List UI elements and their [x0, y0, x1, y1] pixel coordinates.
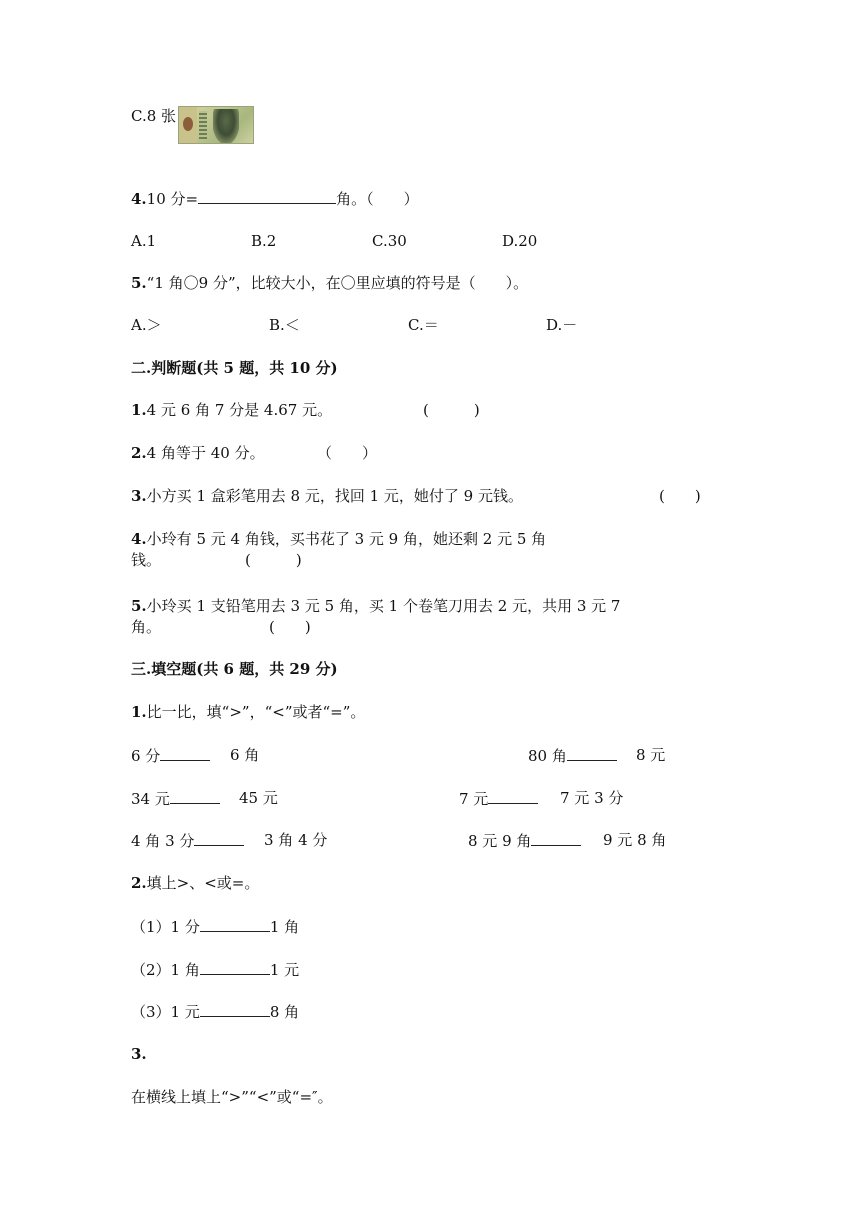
compare-right: 8 元 [636, 746, 666, 764]
judge-item-4: 4.小玲有 5 元 4 角钱，买书花了 3 元 9 角，她还剩 2 元 5 角 [131, 530, 547, 548]
blank-line [198, 189, 336, 204]
answer-paren: ( ) [423, 401, 480, 419]
compare-right: 6 角 [230, 746, 260, 764]
judge-item-3: 3.小方买 1 盒彩笔用去 8 元，找回 1 元，她付了 9 元钱。 [131, 487, 523, 505]
rmb-1-yuan-banknote-icon [178, 106, 254, 144]
section-title-judge: 二.判断题(共 5 题，共 10 分) [131, 359, 338, 377]
judge-item-1: 1.4 元 6 角 7 分是 4.67 元。 [131, 401, 333, 419]
judge-item-5-line2: 角。 [131, 618, 162, 636]
compare-left: 4 角 3 分 [131, 831, 244, 850]
compare-right: 9 元 8 角 [603, 831, 667, 849]
question-number: 4. [131, 190, 147, 208]
fill-q2-item-2: （2）1 角 1 元 [131, 961, 300, 979]
compare-left: 80 角 [528, 746, 617, 765]
fill-q2-item-3: （3）1 元 8 角 [131, 1003, 300, 1021]
answer-paren: ( ) [245, 551, 302, 569]
fill-q3-number: 3. [131, 1045, 147, 1063]
q5-option-c: C.＝ [408, 316, 439, 334]
judge-item-4-line2: 钱。 [131, 551, 162, 569]
answer-paren: ( ) [269, 618, 311, 636]
fill-q1: 1.比一比，填“>”，“<”或者“=”。 [131, 703, 366, 721]
question-4: 4.10 分= 角。（ ） [131, 190, 419, 208]
section-title-fill: 三.填空题(共 6 题，共 29 分) [131, 660, 338, 678]
q5-option-b: B.＜ [269, 316, 300, 334]
q4-option-b: B.2 [251, 232, 277, 250]
question-5: 5.“1 角〇9 分”，比较大小，在〇里应填的符号是（ ）。 [131, 274, 529, 292]
compare-left: 8 元 9 角 [468, 831, 581, 850]
q5-option-d: D.－ [546, 316, 578, 334]
fill-q2-item-1: （1）1 分 1 角 [131, 918, 300, 936]
judge-item-5: 5.小玲买 1 支铅笔用去 3 元 5 角，买 1 个卷笔刀用去 2 元，共用 3 元 7 [131, 597, 621, 615]
compare-right: 45 元 [239, 789, 278, 807]
option-c: C.8 张 [131, 107, 177, 125]
q5-option-a: A.＞ [131, 316, 162, 334]
q4-option-d: D.20 [502, 232, 538, 250]
compare-right: 3 角 4 分 [264, 831, 328, 849]
fill-q2: 2.填上>、<或=。 [131, 874, 260, 892]
q4-option-a: A.1 [131, 232, 157, 250]
judge-item-2: 2.4 角等于 40 分。 [131, 444, 265, 462]
compare-left: 7 元 [459, 789, 538, 808]
fill-q3-text: 在横线上填上“>”“<”或“=″。 [131, 1088, 333, 1106]
answer-paren: （ ） [317, 444, 378, 462]
compare-left: 6 分 [131, 746, 210, 765]
compare-right: 7 元 3 分 [560, 789, 624, 807]
compare-left: 34 元 [131, 789, 220, 808]
q4-option-c: C.30 [372, 232, 407, 250]
answer-paren: ( ) [659, 487, 701, 505]
